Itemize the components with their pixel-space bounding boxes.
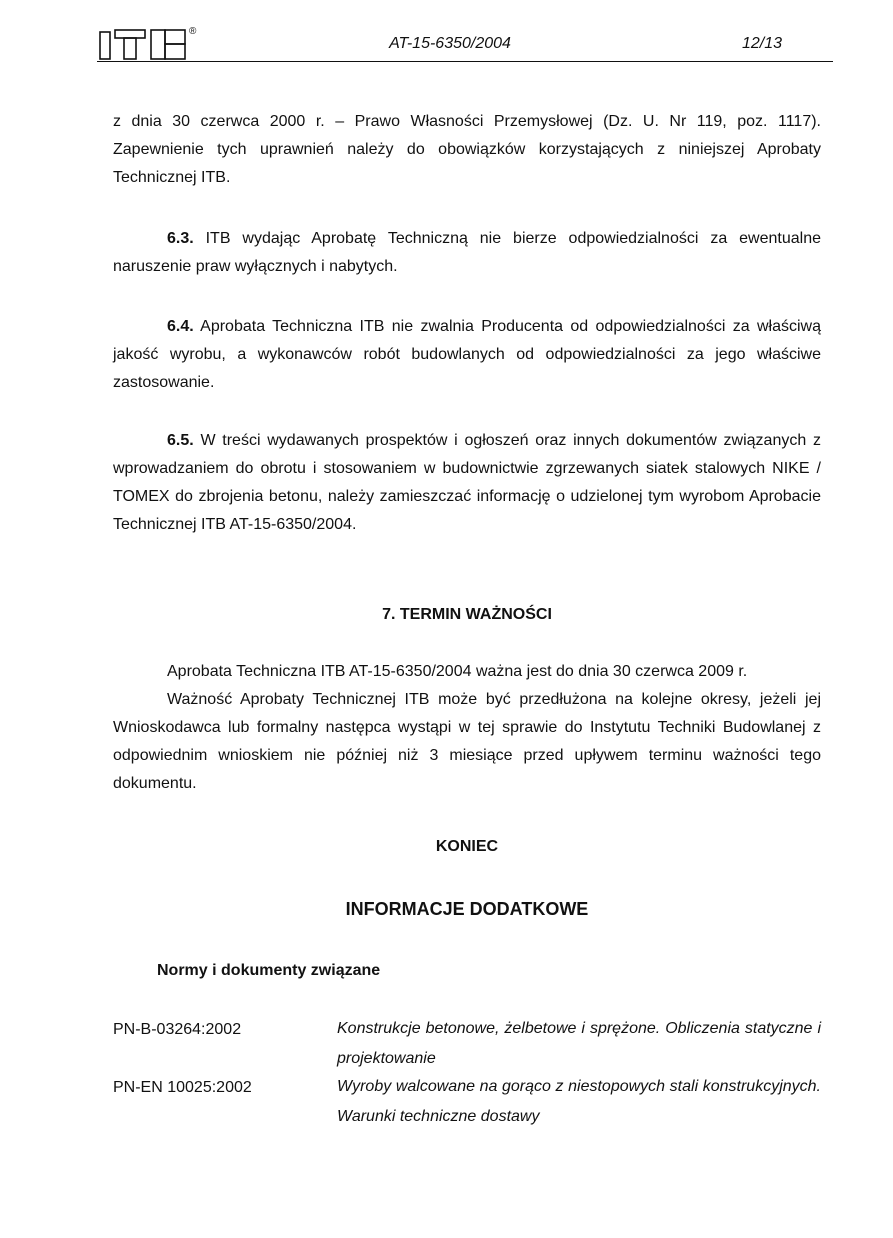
section-7-paragraph-1: Aprobata Techniczna ITB AT-15-6350/2004 ważna jest do dnia 30 czerwca 2009 r. — [167, 663, 748, 680]
paragraph-number: 6.5. — [167, 432, 194, 449]
paragraph-number: 6.4. — [167, 318, 194, 335]
standard-description: Konstrukcje betonowe, żelbetowe i sprężone. Obliczenia statyczne i projektowanie — [337, 1020, 821, 1067]
section-7-paragraph-2: Ważność Aprobaty Technicznej ITB może być przedłużona na kolejne okresy, jeżeli jej Wnioskodawca lub formalny następca wystąpi w tej sprawie do Instytutu Techniki Budowlanej z odpowiednim wnioskiem nie później niż 3 miesiące przed upływem terminu ważności tego dokumentu. — [113, 691, 821, 792]
end-label: KONIEC — [435, 838, 499, 855]
standard-code: PN-EN 10025:2002 — [113, 1079, 252, 1096]
additional-info-title: INFORMACJE DODATKOWE — [345, 899, 589, 919]
paragraph-6-3 — [113, 225, 821, 281]
paragraph-6-5 — [113, 427, 821, 539]
registered-mark: ® — [189, 26, 197, 37]
standard-description: Wyroby walcowane na gorąco z niestopowych stali konstrukcyjnych. Warunki techniczne dostawy — [337, 1078, 821, 1125]
paragraph-continuation: z dnia 30 czerwca 2000 r. – Prawo Własności Przemysłowej (Dz. U. Nr 119, poz. 1117). Zapewnienie tych uprawnień należy do obowiązków korzystających z niniejszej Aprobaty Technicznej ITB. — [113, 113, 821, 186]
paragraph-text: ITB wydając Aprobatę Techniczną nie bierze odpowiedzialności za ewentualne naruszenie praw wyłącznych i nabytych. — [113, 230, 821, 275]
paragraph-text: W treści wydawanych prospektów i ogłoszeń oraz innych dokumentów związanych z wprowadzaniem do obrotu i stosowaniem w budownictwie zgrzewanych siatek stalowych NIKE / TOMEX do zbrojenia betonu, należy zamieszczać informację o udzielonej tym wyrobom Aprobacie Technicznej ITB AT-15-6350/2004. — [113, 432, 821, 533]
standards-subtitle: Normy i dokumenty związane — [157, 962, 381, 979]
paragraph-text: Aprobata Techniczna ITB nie zwalnia Producenta od odpowiedzialności za właściwą jakość wyrobu, a wykonawców robót budowlanych od odpowiedzialności za jego właściwe zastosowanie. — [113, 318, 821, 391]
header-divider — [97, 61, 833, 62]
paragraph-number: 6.3. — [167, 230, 194, 247]
page-number: 12/13 — [742, 35, 783, 52]
document-id: AT-15-6350/2004 — [389, 35, 511, 52]
itb-logo — [98, 22, 202, 62]
paragraph-6-4 — [113, 313, 821, 397]
section-7-title: 7. TERMIN WAŻNOŚCI — [382, 606, 552, 623]
standard-code: PN-B-03264:2002 — [113, 1021, 242, 1038]
